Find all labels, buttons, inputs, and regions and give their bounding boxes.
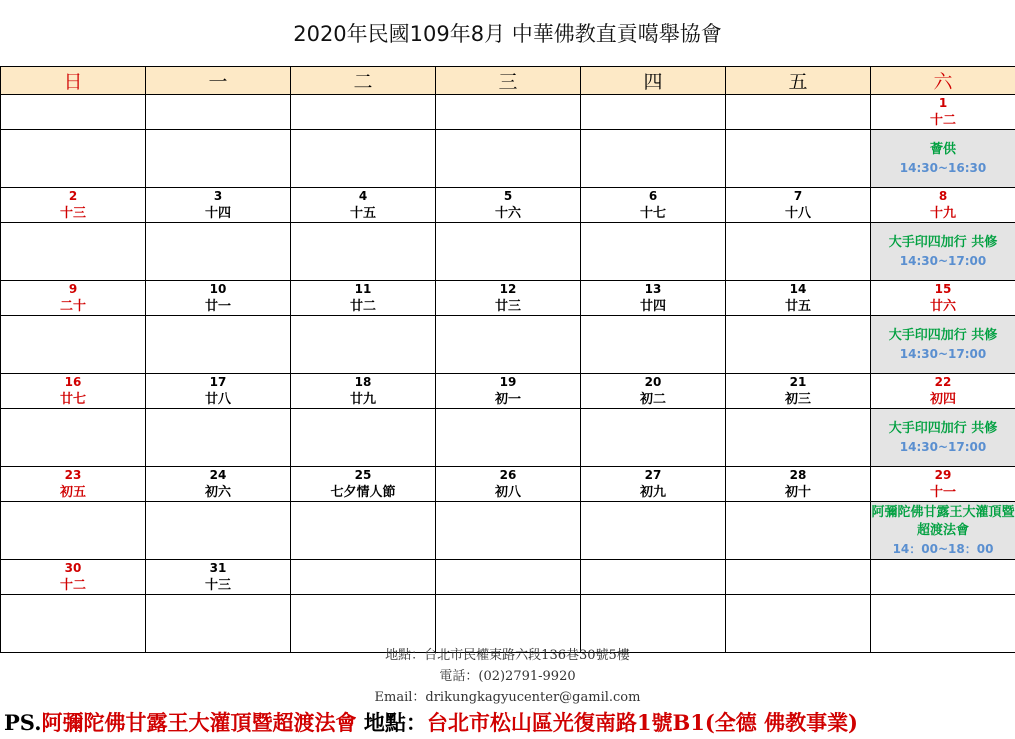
date-cell — [291, 374, 436, 409]
lunar-date: 十三 — [204, 578, 231, 593]
date-cell — [1, 560, 146, 595]
date-row — [1, 467, 1015, 502]
weekday-thu: 四 — [581, 67, 726, 95]
event-cell — [1, 502, 146, 560]
event-cell — [871, 502, 1015, 560]
event-cell — [1, 316, 146, 374]
event-cell — [871, 130, 1015, 188]
lunar-date: 初五 — [59, 485, 86, 500]
date-cell — [726, 374, 871, 409]
footer-phone: 電話：(02)2791-9920 — [439, 669, 576, 684]
date-cell — [291, 281, 436, 316]
lunar-date: 廿四 — [639, 299, 666, 314]
date-cell — [581, 95, 726, 130]
day-number: 26 — [499, 468, 517, 482]
day-number: 10 — [209, 282, 227, 296]
date-row — [1, 560, 1015, 595]
day-number: 2 — [68, 189, 78, 203]
event-cell — [146, 316, 291, 374]
lunar-date: 十八 — [784, 206, 811, 221]
lunar-date: 十六 — [494, 206, 521, 221]
event-row — [1, 316, 1015, 374]
date-cell — [146, 560, 291, 595]
event-cell — [581, 502, 726, 560]
date-cell — [436, 95, 581, 130]
day-number: 12 — [499, 282, 517, 296]
date-cell — [871, 560, 1015, 595]
day-number: 21 — [789, 375, 807, 389]
day-number: 25 — [354, 468, 372, 482]
event-cell — [726, 223, 871, 281]
lunar-date: 十四 — [204, 206, 231, 221]
lunar-date: 十五 — [349, 206, 376, 221]
date-cell — [1, 281, 146, 316]
lunar-date: 初三 — [784, 392, 811, 407]
event-time: 14:30~17:00 — [899, 439, 987, 454]
event-cell — [581, 409, 726, 467]
date-cell — [871, 374, 1015, 409]
day-number: 19 — [499, 375, 517, 389]
ps-location-label: 地點： — [363, 710, 427, 735]
date-cell — [726, 467, 871, 502]
weekday-sun: 日 — [1, 67, 146, 95]
event-name: 阿彌陀佛甘露王大灌頂暨超渡法會 — [871, 504, 1015, 538]
event-cell — [581, 130, 726, 188]
event-cell — [436, 502, 581, 560]
event-row — [1, 223, 1015, 281]
day-number: 14 — [789, 282, 807, 296]
day-number: 7 — [793, 189, 803, 203]
ps-prefix: PS. — [4, 710, 42, 735]
event-cell — [871, 316, 1015, 374]
date-cell — [436, 467, 581, 502]
calendar-title: 2020年民國109年8月 中華佛教直貢噶舉協會 — [293, 22, 722, 46]
date-cell — [291, 95, 436, 130]
lunar-date: 十三 — [59, 206, 86, 221]
event-name: 大手印四加行 共修 — [888, 234, 998, 250]
day-number: 11 — [354, 282, 372, 296]
lunar-date: 十一 — [929, 485, 956, 500]
lunar-date: 廿二 — [349, 299, 376, 314]
day-number: 18 — [354, 375, 372, 389]
date-cell — [1, 467, 146, 502]
day-number: 17 — [209, 375, 227, 389]
date-cell — [581, 467, 726, 502]
date-cell — [146, 374, 291, 409]
date-cell — [436, 374, 581, 409]
event-cell — [436, 316, 581, 374]
date-cell — [581, 560, 726, 595]
event-cell — [291, 223, 436, 281]
event-time: 14：00~18：00 — [892, 541, 994, 556]
event-cell — [726, 316, 871, 374]
event-cell — [871, 223, 1015, 281]
date-cell — [1, 188, 146, 223]
calendar-grid — [0, 66, 1015, 653]
day-number: 8 — [938, 189, 948, 203]
lunar-date: 初九 — [639, 485, 666, 500]
ps-note — [4, 707, 858, 737]
event-cell — [291, 316, 436, 374]
day-number: 1 — [938, 96, 948, 110]
event-name: 大手印四加行 共修 — [888, 420, 998, 436]
day-number: 31 — [209, 561, 227, 575]
day-number: 16 — [64, 375, 82, 389]
day-number: 4 — [358, 189, 368, 203]
date-row — [1, 281, 1015, 316]
date-cell — [146, 188, 291, 223]
date-cell — [871, 467, 1015, 502]
event-time: 14:30~17:00 — [899, 346, 987, 361]
date-cell — [436, 560, 581, 595]
lunar-date: 廿一 — [204, 299, 231, 314]
weekday-fri: 五 — [726, 67, 871, 95]
lunar-date: 十二 — [59, 578, 86, 593]
date-cell — [291, 467, 436, 502]
lunar-date: 二十 — [59, 299, 86, 314]
event-row — [1, 409, 1015, 467]
event-row — [1, 502, 1015, 560]
date-cell — [291, 188, 436, 223]
event-cell — [146, 409, 291, 467]
lunar-date: 廿七 — [59, 392, 86, 407]
day-number: 23 — [64, 468, 82, 482]
event-cell — [1, 409, 146, 467]
date-cell — [1, 95, 146, 130]
event-cell — [581, 316, 726, 374]
day-number: 27 — [644, 468, 662, 482]
weekday-sat: 六 — [871, 67, 1015, 95]
weekday-tue: 二 — [291, 67, 436, 95]
date-cell — [726, 95, 871, 130]
day-number: 13 — [644, 282, 662, 296]
event-cell — [146, 130, 291, 188]
lunar-date: 初二 — [639, 392, 666, 407]
date-cell — [1, 374, 146, 409]
event-cell — [436, 130, 581, 188]
lunar-date: 十九 — [929, 206, 956, 221]
lunar-date: 廿八 — [204, 392, 231, 407]
event-cell — [436, 409, 581, 467]
lunar-date: 廿九 — [349, 392, 376, 407]
day-number: 22 — [934, 375, 952, 389]
footer-email: Email：drikungkagyucenter@gamil.com — [374, 690, 641, 705]
day-number: 24 — [209, 468, 227, 482]
date-cell — [726, 188, 871, 223]
event-name: 大手印四加行 共修 — [888, 327, 998, 343]
event-cell — [726, 409, 871, 467]
lunar-date: 七夕情人節 — [330, 485, 396, 500]
lunar-date: 廿六 — [929, 299, 956, 314]
date-cell — [726, 281, 871, 316]
lunar-date: 初八 — [494, 485, 521, 500]
date-cell — [581, 374, 726, 409]
day-number: 28 — [789, 468, 807, 482]
footer-address: 地點：台北市民權東路六段136巷30號5樓 — [385, 648, 630, 663]
date-row — [1, 188, 1015, 223]
event-row — [1, 130, 1015, 188]
day-number: 15 — [934, 282, 952, 296]
date-cell — [436, 188, 581, 223]
lunar-date: 十七 — [639, 206, 666, 221]
event-cell — [291, 502, 436, 560]
day-number: 6 — [648, 189, 658, 203]
date-cell — [291, 560, 436, 595]
lunar-date: 十二 — [929, 113, 956, 128]
date-cell — [871, 95, 1015, 130]
date-cell — [436, 281, 581, 316]
event-cell — [291, 409, 436, 467]
lunar-date: 廿五 — [784, 299, 811, 314]
day-number: 29 — [934, 468, 952, 482]
event-cell — [291, 130, 436, 188]
day-number: 30 — [64, 561, 82, 575]
date-cell — [146, 281, 291, 316]
lunar-date: 初四 — [929, 392, 956, 407]
day-number: 5 — [503, 189, 513, 203]
event-name: 薈供 — [929, 141, 956, 157]
ps-location: 台北市松山區光復南路1號B1(全德 佛教事業) — [426, 710, 858, 735]
event-time: 14:30~16:30 — [899, 160, 987, 175]
weekday-wed: 三 — [436, 67, 581, 95]
lunar-date: 廿三 — [494, 299, 521, 314]
date-cell — [726, 560, 871, 595]
date-row — [1, 374, 1015, 409]
lunar-date: 初六 — [204, 485, 231, 500]
event-cell — [146, 502, 291, 560]
date-row — [1, 95, 1015, 130]
event-cell — [726, 502, 871, 560]
day-number: 9 — [68, 282, 78, 296]
date-cell — [871, 188, 1015, 223]
weekday-header-row — [1, 67, 1015, 95]
date-cell — [871, 281, 1015, 316]
date-cell — [146, 467, 291, 502]
event-time: 14:30~17:00 — [899, 253, 987, 268]
lunar-date: 初十 — [784, 485, 811, 500]
ps-event: 阿彌陀佛甘露王大灌頂暨超渡法會 — [41, 710, 357, 735]
lunar-date: 初一 — [494, 392, 521, 407]
day-number: 3 — [213, 189, 223, 203]
event-cell — [436, 223, 581, 281]
event-cell — [146, 223, 291, 281]
event-cell — [726, 130, 871, 188]
date-cell — [581, 281, 726, 316]
day-number: 20 — [644, 375, 662, 389]
date-cell — [581, 188, 726, 223]
weekday-mon: 一 — [146, 67, 291, 95]
event-cell — [1, 223, 146, 281]
date-cell — [146, 95, 291, 130]
event-cell — [581, 223, 726, 281]
event-cell — [1, 130, 146, 188]
event-cell — [871, 409, 1015, 467]
